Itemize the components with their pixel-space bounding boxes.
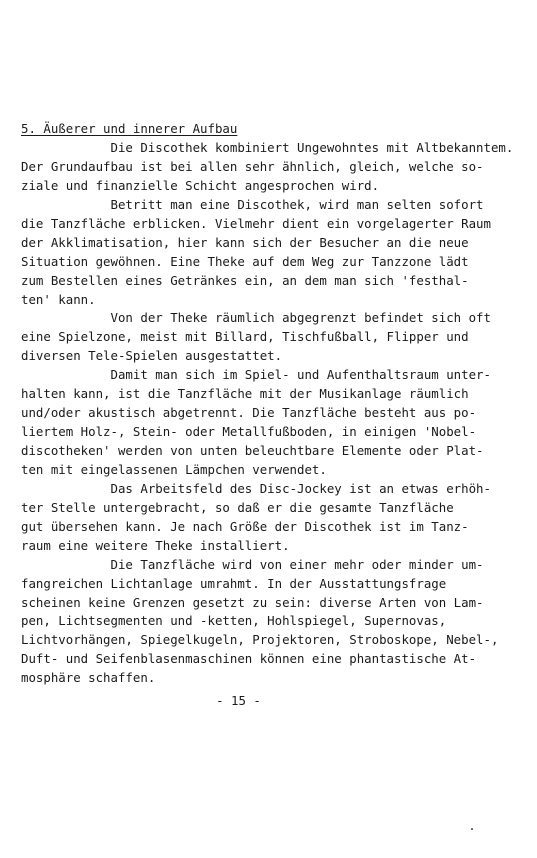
text-line: Die Tanzfläche wird von einer mehr oder minder um- <box>21 556 484 572</box>
text-line: die Tanzfläche erblicken. Vielmehr dient ein vorgelagerter Raum <box>21 215 491 231</box>
text-line: ten' kann. <box>21 291 96 307</box>
text-line: Situation gewöhnen. Eine Theke auf dem Weg zur Tanzzone lädt <box>21 253 469 269</box>
text-line: raum eine weitere Theke installiert. <box>21 537 290 553</box>
text-line: liertem Holz-, Stein- oder Metallfußboden, in einigen 'Nobel- <box>21 424 477 440</box>
text-line: und/oder akustisch abgetrennt. Die Tanzfläche besteht aus po- <box>21 405 477 421</box>
text-line: ter Stelle untergebracht, so daß er die gesamte Tanzfläche <box>21 499 454 515</box>
text-line: pen, Lichtsegmenten und -ketten, Hohlspiegel, Supernovas, <box>21 613 447 629</box>
page-number: - 15 - <box>216 693 261 708</box>
text-line: Von der Theke räumlich abgegrenzt befindet sich oft <box>21 310 491 326</box>
text-line: Damit man sich im Spiel- und Aufenthaltsraum unter- <box>21 367 491 383</box>
text-line: eine Spielzone, meist mit Billard, Tischfußball, Flipper und <box>21 329 469 345</box>
text-line: discotheken' werden von unten beleuchtbare Elemente oder Plat- <box>21 443 484 458</box>
text-line: fangreichen Lichtanlage umrahmt. In der Ausstattungsfrage <box>21 575 447 591</box>
text-line: halten kann, ist die Tanzfläche mit der Musikanlage räumlich <box>21 386 469 402</box>
body-text <box>21 139 521 688</box>
text-line: gut übersehen kann. Je nach Größe der Discothek ist im Tanz- <box>21 518 469 534</box>
scan-speck <box>471 828 473 830</box>
text-line: der Akklimatisation, hier kann sich der Besucher an die neue <box>21 234 469 250</box>
text-line: zum Bestellen eines Getränkes ein, an dem man sich 'festhal- <box>21 272 469 288</box>
text-line: ten mit eingelassenen Lämpchen verwendet. <box>21 461 327 477</box>
text-line: mosphäre schaffen. <box>21 670 156 686</box>
text-line: diversen Tele-Spielen ausgestattet. <box>21 348 283 364</box>
text-line: Betritt man eine Discothek, wird man selten sofort <box>21 196 484 212</box>
text-line: scheinen keine Grenzen gesetzt zu sein: diverse Arten von Lam- <box>21 594 484 610</box>
text-line: ziale und finanzielle Schicht angesprochen wird. <box>21 177 380 193</box>
section-heading: 5. Äußerer und innerer Aufbau <box>21 121 238 136</box>
text-line: Der Grundaufbau ist bei allen sehr ähnlich, gleich, welche so- <box>21 158 484 174</box>
text-line: Das Arbeitsfeld des Disc-Jockey ist an etwas erhöh- <box>21 480 491 496</box>
text-line: Die Discothek kombiniert Ungewohntes mit Altbekanntem. <box>21 140 514 155</box>
text-line: Lichtvorhängen, Spiegelkugeln, Projektoren, Stroboskope, Nebel-, <box>21 632 499 648</box>
text-line: Duft- und Seifenblasenmaschinen können eine phantastische At- <box>21 651 477 667</box>
